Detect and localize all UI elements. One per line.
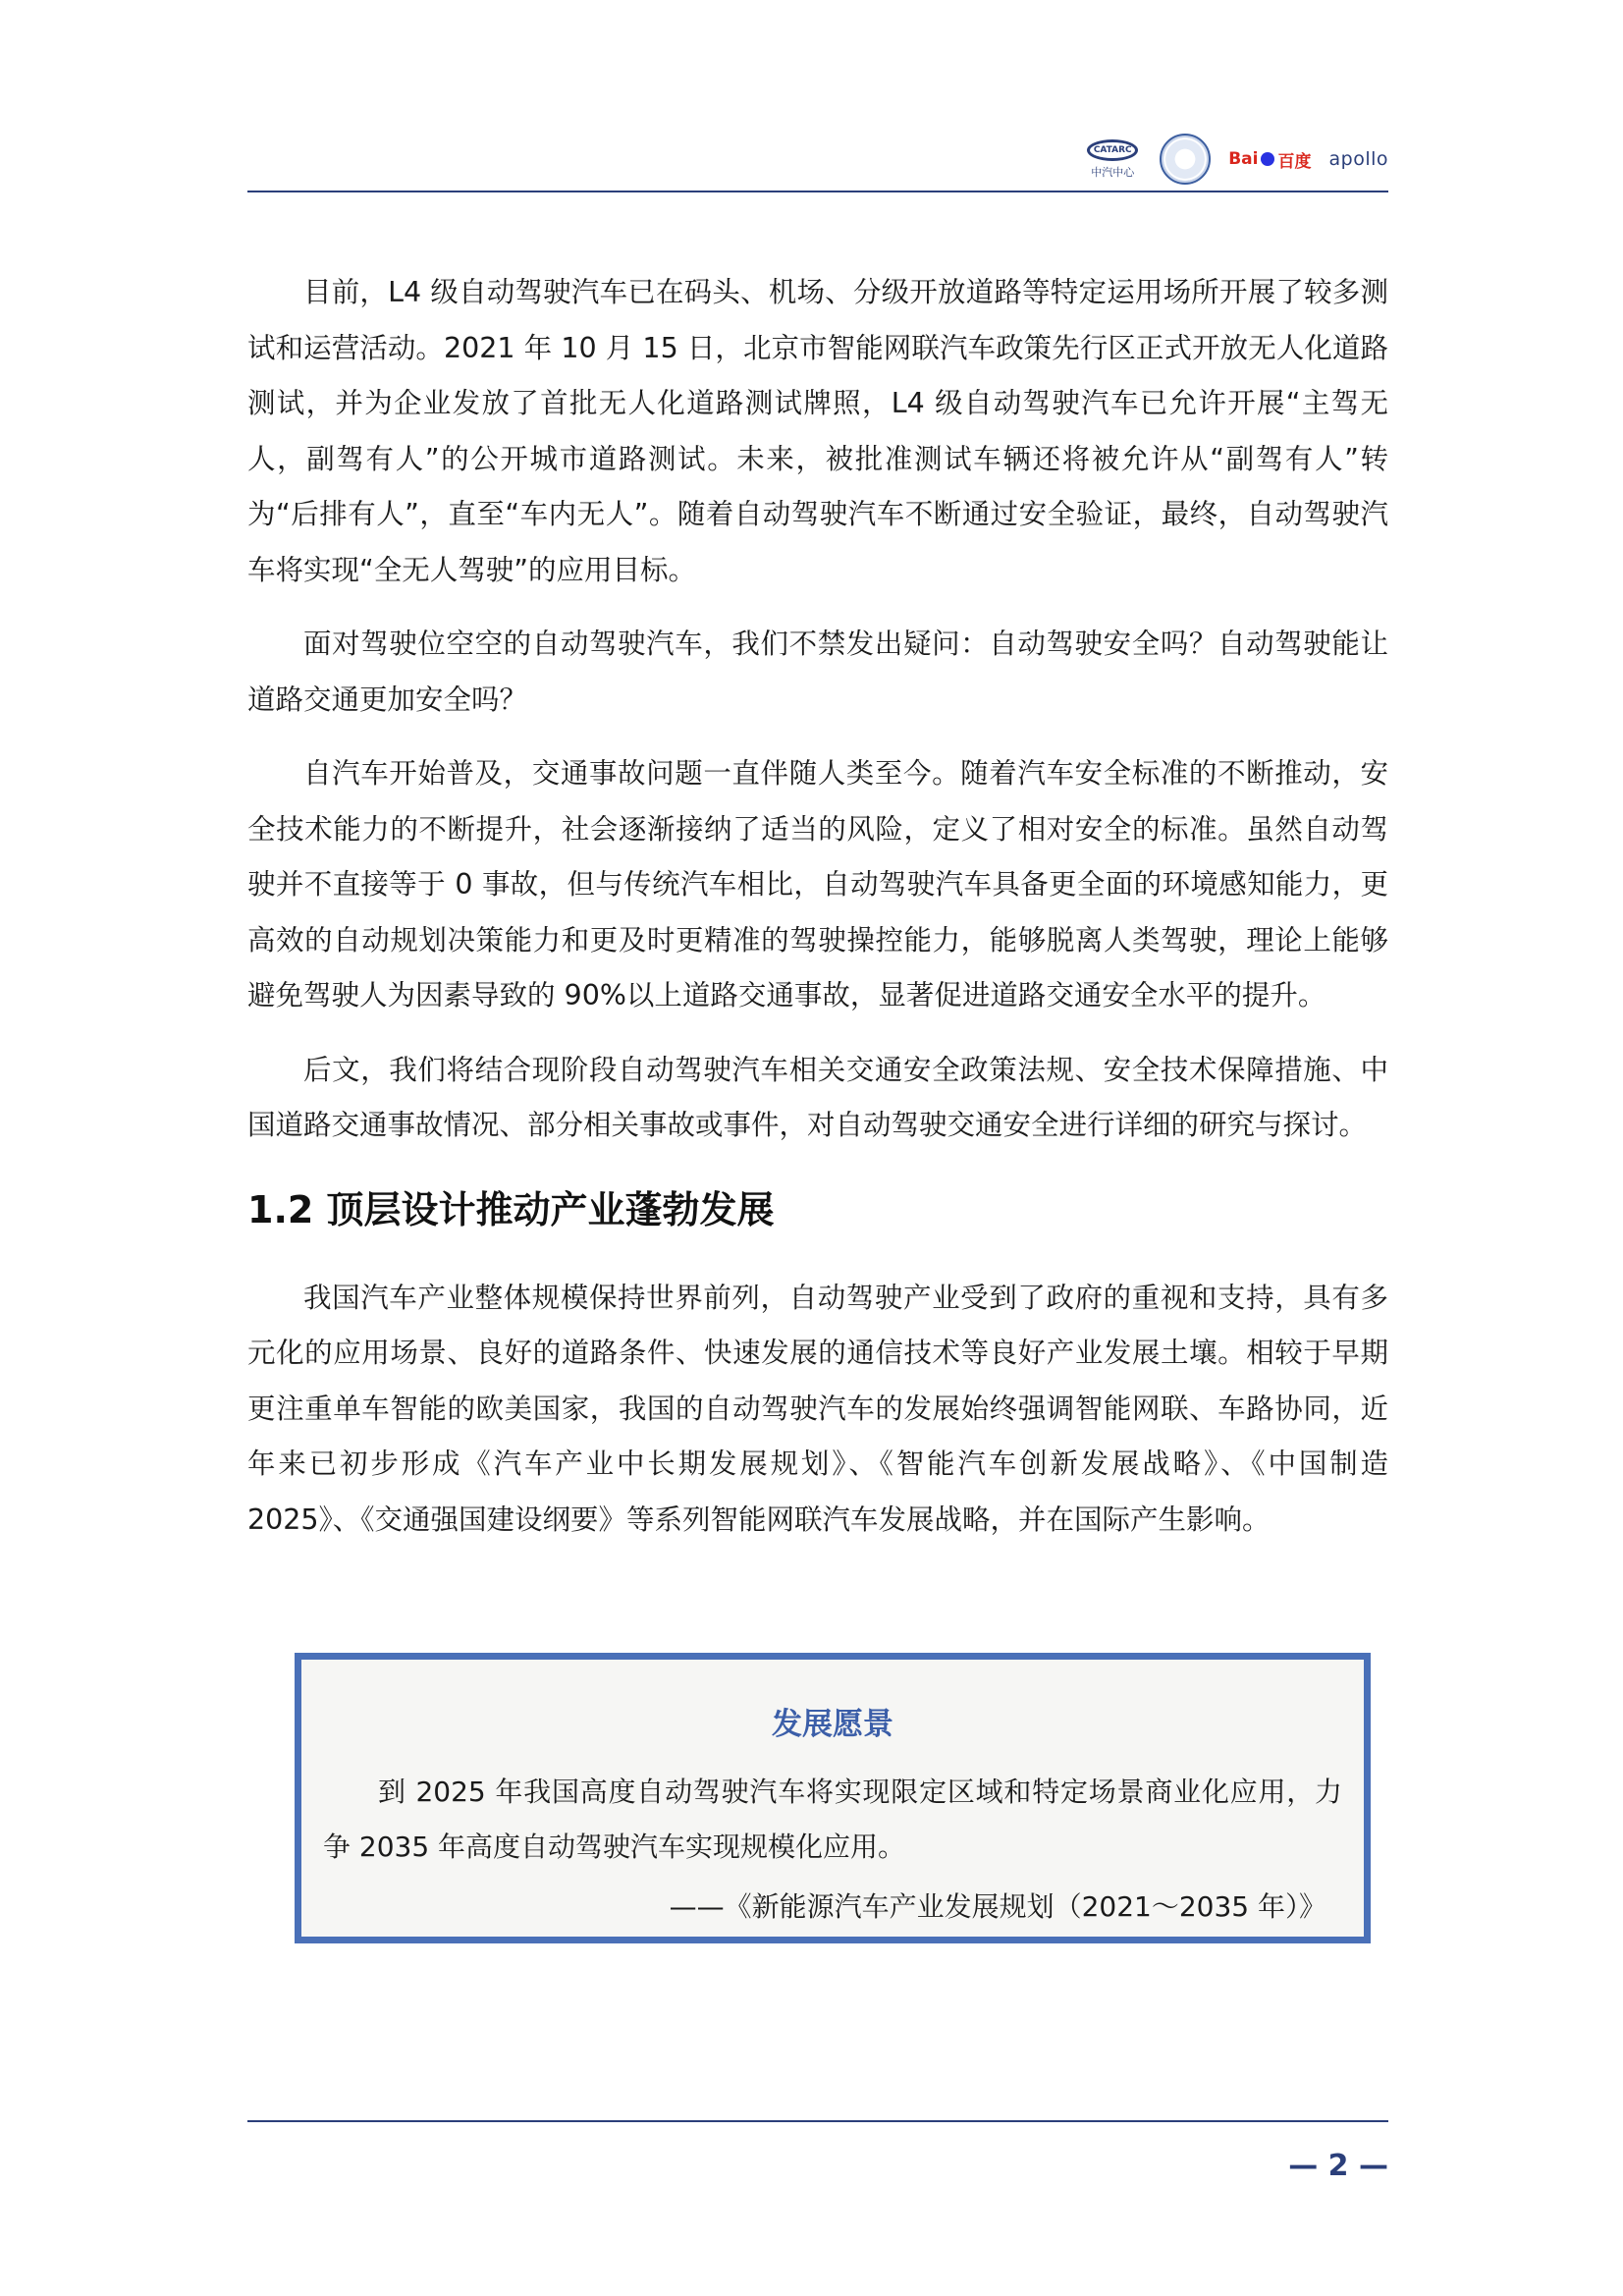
callout-title: 发展愿景 (772, 1707, 893, 1742)
callout-source: ——《新能源汽车产业发展规划（2021～2035 年）》 (669, 1890, 1326, 1923)
catarc-logo-mark: CATARC (1087, 139, 1138, 161)
paragraph-l4-testing: 目前，L4 级自动驾驶汽车已在码头、机场、分级开放道路等特定运用场所开展了较多测试和运营活动。2021 年 10 月 15 日，北京市智能网联汽车政策先行区正式开放无人化道路测试，并为企业发放了首批无人化道路测试牌照，L4 级自动驾驶汽车已允许开展“主驾无人，副驾有人”的公开城市道路测试。未来，被批准测试车辆还将被允许从“副驾有人”转为“后排有人”，直至“车内无人”。随着自动驾驶汽车不断通过安全验证，最终，自动驾驶汽车将实现“全无人驾驶”的应用目标。 (247, 276, 1388, 586)
baidu-logo-left: Bai (1228, 149, 1259, 169)
main-content (247, 265, 1388, 1566)
vision-callout-box (295, 1653, 1371, 1943)
apollo-logo: apollo (1328, 148, 1388, 170)
baidu-logo-right: 百度 (1277, 151, 1312, 172)
partner-logos (1083, 134, 1388, 185)
catarc-logo (1083, 139, 1142, 180)
footer-divider (247, 2120, 1388, 2122)
catarc-logo-caption: 中汽中心 (1091, 165, 1135, 179)
paragraph-safety-standards: 自汽车开始普及，交通事故问题一直伴随人类至今。随着汽车安全标准的不断推动，安全技术能力的不断提升，社会逐渐接纳了适当的风险，定义了相对安全的标准。虽然自动驾驶并不直接等于 0 事故，但与传统汽车相比，自动驾驶汽车具备更全面的环境感知能力，更高效的自动规划决策能力和更及时更精准的驾驶操控能力，能够脱离人类驾驶，理论上能够避免驾驶人为因素导致的 90%以上道路交通事故，显著促进道路交通安全水平的提升。 (247, 757, 1388, 1011)
callout-text: 到 2025 年我国高度自动驾驶汽车将实现限定区域和特定场景商业化应用，力争 2035 年高度自动驾驶汽车实现规模化应用。 (323, 1776, 1342, 1863)
university-seal-logo (1160, 134, 1211, 185)
paragraph-industry-strategy: 我国汽车产业整体规模保持世界前列，自动驾驶产业受到了政府的重视和支持，具有多元化的应用场景、良好的道路条件、快速发展的通信技术等良好产业发展土壤。相较于早期更注重单车智能的欧美国家，我国的自动驾驶汽车的发展始终强调智能网联、车路协同，近年来已初步形成《汽车产业中长期发展规划》、《智能汽车创新发展战略》、《中国制造 2025》、《交通强国建设纲要》等系列智能网联汽车发展战略，并在国际产生影响。 (247, 1281, 1388, 1536)
section-heading: 1.2 顶层设计推动产业蓬勃发展 (247, 1187, 775, 1231)
paragraph-safety-question: 面对驾驶位空空的自动驾驶汽车，我们不禁发出疑问：自动驾驶安全吗？自动驾驶能让道路交通更加安全吗？ (247, 628, 1388, 716)
paragraph-outline: 后文，我们将结合现阶段自动驾驶汽车相关交通安全政策法规、安全技术保障措施、中国道路交通事故情况、部分相关事故或事件，对自动驾驶交通安全进行详细的研究与探讨。 (247, 1053, 1388, 1141)
page-number: — 2 — (1288, 2149, 1388, 2183)
header-divider (247, 191, 1388, 192)
page-header (247, 128, 1388, 192)
baidu-paw-icon (1261, 152, 1274, 166)
baidu-logo (1228, 147, 1311, 172)
